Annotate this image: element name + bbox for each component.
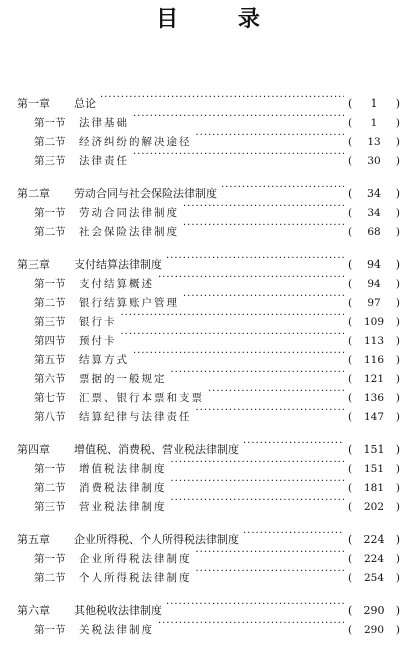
- paren-close: ): [395, 335, 400, 347]
- section-number: 第四节: [34, 335, 66, 347]
- chapter-block: [0, 249, 416, 423]
- page-value: 34: [367, 187, 381, 200]
- dot-leader: [121, 306, 345, 325]
- page-value: 224: [363, 533, 385, 546]
- section-number: 第二节: [34, 297, 66, 309]
- paren-close: ): [395, 354, 400, 366]
- dot-leader: [183, 287, 344, 306]
- paren-open: (: [348, 463, 353, 475]
- dot-leader: [183, 197, 344, 216]
- paren-close: ): [395, 482, 400, 494]
- paren-open: (: [348, 373, 353, 385]
- paren-open: (: [348, 226, 353, 238]
- paren-open: (: [348, 411, 353, 423]
- section-number: 第一节: [34, 624, 66, 636]
- dot-leader: [183, 216, 344, 235]
- paren-open: (: [348, 354, 353, 366]
- page-value: 97: [367, 297, 381, 309]
- page-number: [348, 621, 400, 640]
- dot-leader: [158, 268, 344, 287]
- section-number: 第二节: [34, 572, 66, 584]
- chapter-title: 支付结算法律制度: [74, 258, 162, 271]
- paren-open: (: [348, 258, 353, 271]
- page-title: 目 录: [156, 6, 286, 32]
- chapter-entry[interactable]: [0, 595, 416, 617]
- dot-leader: [171, 491, 345, 510]
- chapter-title: 劳动合同与社会保险法律制度: [74, 187, 217, 200]
- page-number: [348, 351, 400, 370]
- paren-close: ): [395, 553, 400, 565]
- paren-open: (: [348, 155, 353, 167]
- page-value: 224: [363, 553, 385, 565]
- chapter-number: 第一章: [17, 97, 50, 110]
- section-number: 第一节: [34, 117, 66, 129]
- page-number: [348, 223, 400, 242]
- page-number: [348, 133, 400, 152]
- paren-close: ): [395, 117, 400, 129]
- page-number: [348, 370, 400, 389]
- chapter-number: 第三章: [17, 258, 50, 271]
- paren-open: (: [348, 187, 353, 200]
- section-number: 第七节: [34, 392, 66, 404]
- page-number: [348, 184, 400, 203]
- paren-open: (: [348, 392, 353, 404]
- section-number: 第一节: [34, 207, 66, 219]
- section-number: 第二节: [34, 226, 66, 238]
- paren-open: (: [348, 553, 353, 565]
- paren-open: (: [348, 278, 353, 290]
- page-number: [348, 255, 400, 274]
- paren-close: ): [395, 297, 400, 309]
- chapter-block: [0, 178, 416, 238]
- page-value: 202: [363, 501, 385, 513]
- section-number: 第八节: [34, 411, 66, 423]
- paren-close: ): [395, 155, 400, 167]
- dot-leader: [121, 325, 345, 344]
- chapter-title: 企业所得税、个人所得税法律制度: [74, 533, 239, 546]
- page-number: [348, 94, 400, 113]
- page-value: 254: [363, 572, 385, 584]
- page-value: 116: [363, 354, 385, 366]
- paren-close: ): [395, 136, 400, 148]
- chapter-entry[interactable]: [0, 524, 416, 546]
- page-value: 94: [367, 278, 381, 290]
- chapter-block: [0, 88, 416, 167]
- page-number: [348, 569, 400, 588]
- page-number: [348, 389, 400, 408]
- paren-open: (: [348, 117, 353, 129]
- section-title: 营业税法律制度: [79, 501, 167, 513]
- paren-open: (: [348, 482, 353, 494]
- section-number: 第三节: [34, 316, 66, 328]
- page-number: [348, 460, 400, 479]
- section-title: 个人所得税法律制度: [79, 572, 192, 584]
- page-number: [348, 498, 400, 517]
- section-number: 第三节: [34, 501, 66, 513]
- chapter-entry[interactable]: [0, 178, 416, 200]
- dot-leader: [243, 434, 344, 453]
- page-value: 147: [363, 411, 385, 423]
- page-value: 1: [370, 117, 378, 129]
- page-value: 151: [363, 443, 385, 456]
- dot-leader: [221, 178, 344, 197]
- paren-close: ): [395, 278, 400, 290]
- page-value: 94: [367, 258, 381, 271]
- section-title: 劳动合同法律制度: [79, 207, 179, 219]
- paren-open: (: [348, 604, 353, 617]
- page-value: 1: [370, 97, 378, 110]
- dot-leader: [158, 614, 344, 633]
- page-value: 13: [367, 136, 381, 148]
- page-value: 30: [367, 155, 381, 167]
- paren-close: ): [395, 316, 400, 328]
- paren-open: (: [348, 136, 353, 148]
- page-number: [348, 440, 400, 459]
- paren-open: (: [348, 297, 353, 309]
- dot-leader: [196, 562, 345, 581]
- page-number: [348, 114, 400, 133]
- dot-leader: [171, 453, 345, 472]
- table-of-contents: [0, 88, 416, 647]
- section-number: 第一节: [34, 553, 66, 565]
- page-number: [348, 601, 400, 620]
- section-title: 结算方式: [79, 354, 129, 366]
- paren-open: (: [348, 624, 353, 636]
- chapter-title: 其他税收法律制度: [74, 604, 162, 617]
- paren-open: (: [348, 335, 353, 347]
- paren-open: (: [348, 501, 353, 513]
- dot-leader: [196, 126, 345, 145]
- dot-leader: [133, 107, 344, 126]
- paren-close: ): [395, 443, 400, 456]
- page-number: [348, 550, 400, 569]
- dot-leader: [171, 472, 345, 491]
- chapter-number: 第二章: [17, 187, 50, 200]
- chapter-entry[interactable]: [0, 249, 416, 271]
- chapter-title: 增值税、消费税、营业税法律制度: [74, 443, 239, 456]
- chapter-block: [0, 524, 416, 584]
- section-title: 支付结算概述: [79, 278, 154, 290]
- paren-close: ): [395, 533, 400, 546]
- paren-open: (: [348, 316, 353, 328]
- paren-close: ): [395, 604, 400, 617]
- dot-leader: [166, 595, 344, 614]
- section-title: 结算纪律与法律责任: [79, 411, 192, 423]
- section-title: 票据的一般规定: [79, 373, 167, 385]
- page-value: 151: [363, 463, 385, 475]
- section-number: 第一节: [34, 463, 66, 475]
- section-title: 预付卡: [79, 335, 117, 347]
- paren-close: ): [395, 207, 400, 219]
- page-value: 290: [363, 624, 385, 636]
- page-value: 109: [363, 316, 385, 328]
- page-number: [348, 294, 400, 313]
- paren-close: ): [395, 572, 400, 584]
- section-title: 汇票、银行本票和支票: [79, 392, 204, 404]
- chapter-entry[interactable]: [0, 88, 416, 110]
- section-title: 法律基础: [79, 117, 129, 129]
- section-title: 社会保险法律制度: [79, 226, 179, 238]
- section-title: 银行卡: [79, 316, 117, 328]
- section-title: 关税法律制度: [79, 624, 154, 636]
- page-value: 181: [363, 482, 385, 494]
- page-number: [348, 204, 400, 223]
- paren-open: (: [348, 97, 353, 110]
- section-title: 经济纠纷的解决途径: [79, 136, 192, 148]
- chapter-number: 第四章: [17, 443, 50, 456]
- paren-open: (: [348, 572, 353, 584]
- dot-leader: [133, 344, 344, 363]
- section-title: 企业所得税法律制度: [79, 553, 192, 565]
- paren-close: ): [395, 373, 400, 385]
- paren-open: (: [348, 443, 353, 456]
- chapter-number: 第六章: [17, 604, 50, 617]
- page-number: [348, 479, 400, 498]
- dot-leader: [166, 249, 344, 268]
- paren-close: ): [395, 463, 400, 475]
- section-title: 增值税法律制度: [79, 463, 167, 475]
- paren-close: ): [395, 411, 400, 423]
- chapter-entry[interactable]: [0, 434, 416, 456]
- page-number: [348, 332, 400, 351]
- page-value: 113: [363, 335, 385, 347]
- dot-leader: [133, 145, 344, 164]
- paren-close: ): [395, 226, 400, 238]
- paren-close: ): [395, 392, 400, 404]
- section-number: 第一节: [34, 278, 66, 290]
- page-number: [348, 152, 400, 171]
- paren-open: (: [348, 207, 353, 219]
- section-number: 第二节: [34, 482, 66, 494]
- section-number: 第五节: [34, 354, 66, 366]
- page-number: [348, 275, 400, 294]
- dot-leader: [196, 543, 345, 562]
- paren-close: ): [395, 258, 400, 271]
- paren-close: ): [395, 97, 400, 110]
- dot-leader: [171, 363, 345, 382]
- page-number: [348, 313, 400, 332]
- dot-leader: [196, 401, 345, 420]
- page-value: 68: [367, 226, 381, 238]
- chapter-block: [0, 595, 416, 636]
- page-value: 121: [363, 373, 385, 385]
- chapter-number: 第五章: [17, 533, 50, 546]
- section-number: 第六节: [34, 373, 66, 385]
- paren-open: (: [348, 533, 353, 546]
- paren-close: ): [395, 187, 400, 200]
- dot-leader: [243, 524, 344, 543]
- page-number: [348, 408, 400, 427]
- section-number: 第二节: [34, 136, 66, 148]
- section-title: 银行结算账户管理: [79, 297, 179, 309]
- section-number: 第三节: [34, 155, 66, 167]
- dot-leader: [208, 382, 344, 401]
- section-title: 消费税法律制度: [79, 482, 167, 494]
- section-title: 法律责任: [79, 155, 129, 167]
- chapter-block: [0, 434, 416, 513]
- page-number: [348, 530, 400, 549]
- paren-close: ): [395, 624, 400, 636]
- page-value: 136: [363, 392, 385, 404]
- chapter-title: 总论: [74, 97, 96, 110]
- page-value: 290: [363, 604, 385, 617]
- paren-close: ): [395, 501, 400, 513]
- page-value: 34: [367, 207, 381, 219]
- dot-leader: [100, 88, 344, 107]
